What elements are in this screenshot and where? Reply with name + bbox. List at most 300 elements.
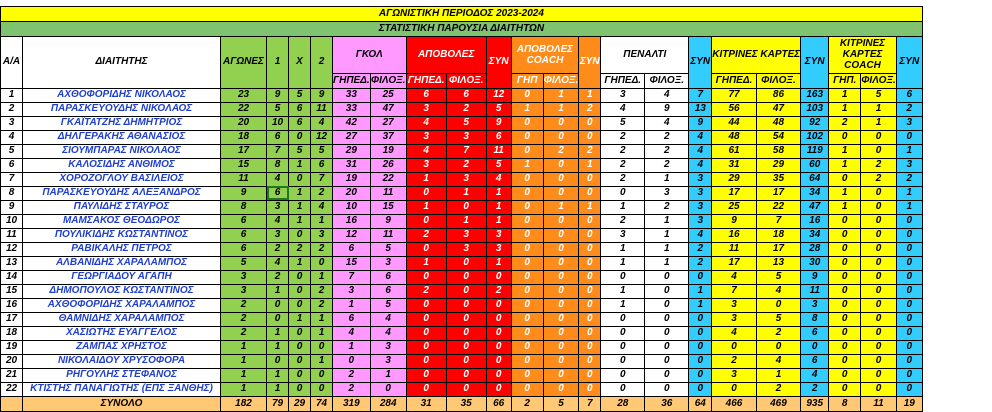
cell-ycoach-home[interactable]: 1 (829, 144, 861, 158)
cell-yellow-away[interactable]: 48 (756, 116, 800, 130)
cell-sendoffs-home[interactable]: 2 (406, 284, 446, 298)
cell-games[interactable]: 3 (221, 270, 267, 284)
cell-sendoffs-away[interactable]: 0 (446, 382, 486, 396)
cell-pen-away[interactable]: 4 (645, 116, 689, 130)
cell-coach-so-away[interactable]: 0 (543, 130, 579, 144)
cell-pen-away[interactable]: 2 (645, 130, 689, 144)
cell-ycoach-sum[interactable]: 0 (896, 284, 922, 298)
cell-wins-1[interactable]: 6 (267, 130, 289, 144)
total-draws-x[interactable]: 29 (289, 396, 311, 411)
cell-draws-x[interactable]: 0 (289, 368, 311, 382)
cell-coach-so-sum[interactable]: 0 (579, 256, 601, 270)
cell-sendoffs-away[interactable]: 3 (446, 130, 486, 144)
cell-sendoffs-away[interactable]: 0 (446, 256, 486, 270)
cell-yellow-home[interactable]: 7 (712, 284, 756, 298)
cell-yellow-away[interactable]: 0 (756, 340, 800, 354)
cell-ycoach-away[interactable]: 0 (861, 186, 897, 200)
cell-sendoffs-sum[interactable]: 0 (486, 354, 511, 368)
cell-ycoach-sum[interactable]: 3 (896, 158, 922, 172)
cell-pen-away[interactable]: 0 (645, 284, 689, 298)
cell-yellow-home[interactable]: 11 (712, 242, 756, 256)
cell-pen-home[interactable]: 1 (601, 200, 645, 214)
cell-coach-so-sum[interactable]: 1 (579, 200, 601, 214)
cell-yellow-home[interactable]: 3 (712, 312, 756, 326)
cell-ycoach-home[interactable]: 1 (829, 186, 861, 200)
cell-games[interactable]: 9 (221, 186, 267, 200)
cell-yellow-away[interactable]: 4 (756, 354, 800, 368)
total-sendoffs-away[interactable]: 35 (446, 396, 486, 411)
cell-pen-sum[interactable]: 13 (689, 102, 712, 116)
cell-wins-1[interactable]: 1 (267, 326, 289, 340)
cell-ycoach-home[interactable]: 1 (829, 158, 861, 172)
cell-aa[interactable]: 13 (1, 256, 23, 270)
cell-wins-2[interactable]: 2 (311, 186, 333, 200)
cell-aa[interactable]: 6 (1, 158, 23, 172)
cell-sendoffs-home[interactable]: 0 (406, 312, 446, 326)
cell-coach-so-away[interactable]: 0 (543, 382, 579, 396)
cell-coach-so-away[interactable]: 1 (543, 102, 579, 116)
cell-games[interactable]: 8 (221, 200, 267, 214)
cell-pen-away[interactable]: 0 (645, 298, 689, 312)
cell-wins-1[interactable]: 1 (267, 284, 289, 298)
cell-yellow-home[interactable]: 25 (712, 200, 756, 214)
cell-coach-so-home[interactable]: 0 (511, 270, 543, 284)
cell-pen-home[interactable]: 0 (601, 326, 645, 340)
cell-goals-home[interactable]: 2 (333, 368, 371, 382)
cell-yellow-sum[interactable]: 16 (801, 214, 829, 228)
cell-pen-home[interactable]: 0 (601, 340, 645, 354)
cell-sendoffs-home[interactable]: 1 (406, 172, 446, 186)
cell-yellow-sum[interactable]: 0 (801, 340, 829, 354)
cell-draws-x[interactable]: 0 (289, 326, 311, 340)
cell-goals-home[interactable]: 2 (333, 382, 371, 396)
cell-yellow-away[interactable]: 5 (756, 312, 800, 326)
cell-sendoffs-home[interactable]: 0 (406, 354, 446, 368)
cell-yellow-home[interactable]: 16 (712, 228, 756, 242)
cell-games[interactable]: 6 (221, 228, 267, 242)
cell-wins-1[interactable]: 3 (267, 200, 289, 214)
cell-ycoach-home[interactable]: 0 (829, 214, 861, 228)
cell-sendoffs-away[interactable]: 0 (446, 284, 486, 298)
cell-games[interactable]: 1 (221, 368, 267, 382)
cell-wins-2[interactable]: 5 (311, 144, 333, 158)
total-ycoach-home[interactable]: 8 (829, 396, 861, 411)
cell-sendoffs-sum[interactable]: 1 (486, 186, 511, 200)
cell-yellow-sum[interactable]: 92 (801, 116, 829, 130)
cell-goals-home[interactable]: 27 (333, 130, 371, 144)
cell-goals-away[interactable]: 19 (370, 144, 406, 158)
cell-yellow-sum[interactable]: 102 (801, 130, 829, 144)
cell-coach-so-sum[interactable]: 0 (579, 354, 601, 368)
cell-wins-1[interactable]: 9 (267, 88, 289, 102)
cell-pen-sum[interactable]: 3 (689, 214, 712, 228)
cell-pen-home[interactable]: 0 (601, 186, 645, 200)
cell-yellow-away[interactable]: 2 (756, 382, 800, 396)
cell-draws-x[interactable]: 0 (289, 270, 311, 284)
cell-coach-so-away[interactable]: 0 (543, 270, 579, 284)
total-ycoach-sum[interactable]: 19 (896, 396, 922, 411)
cell-goals-away[interactable]: 3 (370, 256, 406, 270)
cell-coach-so-home[interactable]: 1 (511, 158, 543, 172)
cell-yellow-away[interactable]: 2 (756, 326, 800, 340)
cell-ycoach-away[interactable]: 0 (861, 298, 897, 312)
cell-coach-so-away[interactable]: 0 (543, 256, 579, 270)
cell-pen-sum[interactable]: 0 (689, 368, 712, 382)
cell-goals-away[interactable]: 4 (370, 326, 406, 340)
cell-wins-1[interactable]: 7 (267, 144, 289, 158)
cell-ycoach-away[interactable]: 0 (861, 368, 897, 382)
cell-ycoach-sum[interactable]: 0 (896, 298, 922, 312)
cell-coach-so-home[interactable]: 0 (511, 382, 543, 396)
cell-yellow-away[interactable]: 0 (756, 298, 800, 312)
cell-ycoach-home[interactable]: 0 (829, 130, 861, 144)
cell-goals-away[interactable]: 9 (370, 214, 406, 228)
cell-coach-so-sum[interactable]: 1 (579, 88, 601, 102)
cell-pen-away[interactable]: 3 (645, 186, 689, 200)
cell-yellow-away[interactable]: 18 (756, 228, 800, 242)
cell-goals-home[interactable]: 3 (333, 284, 371, 298)
cell-goals-away[interactable]: 37 (370, 130, 406, 144)
cell-coach-so-away[interactable]: 0 (543, 326, 579, 340)
cell-games[interactable]: 23 (221, 88, 267, 102)
cell-goals-home[interactable]: 33 (333, 102, 371, 116)
cell-pen-away[interactable]: 0 (645, 312, 689, 326)
cell-coach-so-sum[interactable]: 0 (579, 284, 601, 298)
cell-ycoach-away[interactable]: 0 (861, 340, 897, 354)
cell-pen-away[interactable]: 2 (645, 158, 689, 172)
cell-referee[interactable]: ΑΧΘΟΦΟΡΙΔΗΣ ΧΑΡΑΛΑΜΠΟΣ (23, 298, 221, 312)
cell-yellow-home[interactable]: 17 (712, 256, 756, 270)
cell-wins-1[interactable]: 10 (267, 116, 289, 130)
cell-pen-away[interactable]: 1 (645, 172, 689, 186)
cell-pen-away[interactable]: 0 (645, 326, 689, 340)
cell-yellow-sum[interactable]: 34 (801, 228, 829, 242)
cell-aa[interactable]: 21 (1, 368, 23, 382)
cell-pen-away[interactable]: 9 (645, 102, 689, 116)
cell-draws-x[interactable]: 0 (289, 382, 311, 396)
cell-referee[interactable]: ΔΗΜΟΠΟΥΛΟΣ ΚΩΣΤΑΝΤΙΝΟΣ (23, 284, 221, 298)
total-games[interactable]: 182 (221, 396, 267, 411)
cell-wins-1[interactable]: 1 (267, 340, 289, 354)
total-yellow-home[interactable]: 466 (712, 396, 756, 411)
cell-referee[interactable]: ΧΟΡΟΖΟΓΛΟΥ ΒΑΣΙΛΕΙΟΣ (23, 172, 221, 186)
cell-aa[interactable]: 8 (1, 186, 23, 200)
cell-referee[interactable]: ΝΙΚΟΛΑΙΔΟΥ ΧΡΥΣΟΦΟΡΑ (23, 354, 221, 368)
cell-sendoffs-sum[interactable]: 0 (486, 382, 511, 396)
total-pen-sum[interactable]: 64 (689, 396, 712, 411)
cell-sendoffs-away[interactable]: 3 (446, 172, 486, 186)
cell-aa[interactable]: 12 (1, 242, 23, 256)
cell-pen-home[interactable]: 1 (601, 242, 645, 256)
cell-aa[interactable]: 20 (1, 354, 23, 368)
cell-yellow-away[interactable]: 1 (756, 368, 800, 382)
cell-wins-2[interactable]: 1 (311, 214, 333, 228)
cell-pen-sum[interactable]: 0 (689, 354, 712, 368)
cell-pen-sum[interactable]: 3 (689, 172, 712, 186)
cell-referee[interactable]: ΓΕΩΡΓΙΑΔΟΥ ΑΓΑΠΗ (23, 270, 221, 284)
cell-coach-so-home[interactable]: 0 (511, 172, 543, 186)
cell-sendoffs-sum[interactable]: 0 (486, 326, 511, 340)
cell-ycoach-away[interactable]: 0 (861, 312, 897, 326)
cell-wins-2[interactable]: 2 (311, 242, 333, 256)
cell-ycoach-away[interactable]: 2 (861, 172, 897, 186)
cell-pen-away[interactable]: 1 (645, 256, 689, 270)
cell-aa[interactable]: 5 (1, 144, 23, 158)
cell-ycoach-home[interactable]: 0 (829, 298, 861, 312)
cell-ycoach-away[interactable]: 1 (861, 116, 897, 130)
cell-pen-away[interactable]: 2 (645, 144, 689, 158)
cell-ycoach-home[interactable]: 0 (829, 284, 861, 298)
cell-coach-so-away[interactable]: 0 (543, 242, 579, 256)
cell-coach-so-home[interactable]: 0 (511, 242, 543, 256)
total-goals-home[interactable]: 319 (333, 396, 371, 411)
cell-coach-so-sum[interactable]: 0 (579, 186, 601, 200)
cell-sendoffs-sum[interactable]: 3 (486, 228, 511, 242)
cell-draws-x[interactable]: 1 (289, 186, 311, 200)
cell-wins-1[interactable]: 5 (267, 102, 289, 116)
cell-ycoach-home[interactable]: 1 (829, 88, 861, 102)
cell-sendoffs-home[interactable]: 0 (406, 368, 446, 382)
cell-coach-so-away[interactable]: 1 (543, 200, 579, 214)
cell-draws-x[interactable]: 6 (289, 102, 311, 116)
cell-sendoffs-home[interactable]: 0 (406, 340, 446, 354)
cell-ycoach-sum[interactable]: 0 (896, 228, 922, 242)
cell-pen-sum[interactable]: 4 (689, 130, 712, 144)
total-coach-so-home[interactable]: 2 (511, 396, 543, 411)
cell-yellow-sum[interactable]: 6 (801, 354, 829, 368)
cell-sendoffs-away[interactable]: 0 (446, 298, 486, 312)
cell-ycoach-sum[interactable]: 0 (896, 256, 922, 270)
cell-wins-1[interactable]: 6 (267, 186, 289, 200)
cell-sendoffs-away[interactable]: 2 (446, 102, 486, 116)
cell-ycoach-sum[interactable]: 0 (896, 368, 922, 382)
cell-goals-home[interactable]: 33 (333, 88, 371, 102)
cell-ycoach-home[interactable]: 0 (829, 312, 861, 326)
cell-coach-so-away[interactable]: 0 (543, 298, 579, 312)
cell-games[interactable]: 20 (221, 116, 267, 130)
cell-goals-home[interactable]: 1 (333, 340, 371, 354)
cell-draws-x[interactable]: 5 (289, 144, 311, 158)
cell-yellow-sum[interactable]: 30 (801, 256, 829, 270)
cell-pen-home[interactable]: 0 (601, 354, 645, 368)
cell-yellow-away[interactable]: 86 (756, 88, 800, 102)
cell-sendoffs-away[interactable]: 0 (446, 270, 486, 284)
cell-pen-sum[interactable]: 1 (689, 284, 712, 298)
total-coach-so-away[interactable]: 5 (543, 396, 579, 411)
cell-ycoach-away[interactable]: 0 (861, 326, 897, 340)
cell-yellow-sum[interactable]: 60 (801, 158, 829, 172)
cell-ycoach-sum[interactable]: 0 (896, 130, 922, 144)
cell-coach-so-sum[interactable]: 0 (579, 382, 601, 396)
total-pen-away[interactable]: 36 (645, 396, 689, 411)
cell-yellow-home[interactable]: 3 (712, 298, 756, 312)
cell-games[interactable]: 15 (221, 158, 267, 172)
cell-sendoffs-home[interactable]: 4 (406, 116, 446, 130)
cell-yellow-home[interactable]: 2 (712, 354, 756, 368)
cell-coach-so-away[interactable]: 0 (543, 186, 579, 200)
cell-draws-x[interactable]: 1 (289, 312, 311, 326)
cell-yellow-sum[interactable]: 6 (801, 326, 829, 340)
cell-yellow-home[interactable]: 9 (712, 214, 756, 228)
cell-wins-1[interactable]: 1 (267, 368, 289, 382)
cell-goals-away[interactable]: 4 (370, 312, 406, 326)
cell-yellow-away[interactable]: 58 (756, 144, 800, 158)
cell-draws-x[interactable]: 1 (289, 214, 311, 228)
cell-ycoach-home[interactable]: 0 (829, 340, 861, 354)
total-coach-so-sum[interactable]: 7 (579, 396, 601, 411)
total-referee[interactable]: ΣΥΝΟΛΟ (23, 396, 221, 411)
cell-games[interactable]: 6 (221, 242, 267, 256)
cell-referee[interactable]: ΚΑΛΟΣΙΔΗΣ ΑΝΘΙΜΟΣ (23, 158, 221, 172)
cell-ycoach-away[interactable]: 0 (861, 284, 897, 298)
cell-coach-so-sum[interactable]: 0 (579, 368, 601, 382)
cell-ycoach-sum[interactable]: 0 (896, 214, 922, 228)
total-aa[interactable] (1, 396, 23, 411)
cell-coach-so-sum[interactable]: 0 (579, 298, 601, 312)
cell-goals-away[interactable]: 5 (370, 298, 406, 312)
cell-sendoffs-sum[interactable]: 11 (486, 144, 511, 158)
cell-coach-so-sum[interactable]: 0 (579, 172, 601, 186)
cell-referee[interactable]: ΧΑΣΙΩΤΗΣ ΕΥΑΓΓΕΛΟΣ (23, 326, 221, 340)
cell-pen-away[interactable]: 0 (645, 270, 689, 284)
cell-yellow-away[interactable]: 5 (756, 270, 800, 284)
cell-pen-sum[interactable]: 0 (689, 340, 712, 354)
cell-pen-sum[interactable]: 0 (689, 382, 712, 396)
cell-draws-x[interactable]: 5 (289, 88, 311, 102)
cell-ycoach-sum[interactable]: 0 (896, 340, 922, 354)
cell-goals-away[interactable]: 11 (370, 186, 406, 200)
cell-pen-sum[interactable]: 7 (689, 88, 712, 102)
cell-referee[interactable]: ΑΛΒΑΝΙΔΗΣ ΧΑΡΑΛΑΜΠΟΣ (23, 256, 221, 270)
cell-yellow-away[interactable]: 13 (756, 256, 800, 270)
cell-draws-x[interactable]: 0 (289, 354, 311, 368)
cell-coach-so-away[interactable]: 0 (543, 228, 579, 242)
cell-pen-home[interactable]: 2 (601, 214, 645, 228)
cell-yellow-sum[interactable]: 163 (801, 88, 829, 102)
cell-ycoach-away[interactable]: 0 (861, 228, 897, 242)
cell-games[interactable]: 3 (221, 284, 267, 298)
cell-sendoffs-home[interactable]: 0 (406, 186, 446, 200)
total-goals-away[interactable]: 284 (370, 396, 406, 411)
cell-yellow-sum[interactable]: 3 (801, 298, 829, 312)
cell-draws-x[interactable]: 0 (289, 284, 311, 298)
cell-draws-x[interactable]: 2 (289, 242, 311, 256)
cell-goals-away[interactable]: 5 (370, 242, 406, 256)
cell-wins-2[interactable]: 1 (311, 312, 333, 326)
cell-coach-so-sum[interactable]: 2 (579, 144, 601, 158)
cell-pen-home[interactable]: 4 (601, 102, 645, 116)
cell-goals-home[interactable]: 4 (333, 326, 371, 340)
cell-pen-home[interactable]: 3 (601, 228, 645, 242)
cell-coach-so-away[interactable]: 0 (543, 368, 579, 382)
cell-yellow-home[interactable]: 61 (712, 144, 756, 158)
cell-sendoffs-home[interactable]: 6 (406, 88, 446, 102)
cell-yellow-sum[interactable]: 103 (801, 102, 829, 116)
cell-pen-sum[interactable]: 9 (689, 116, 712, 130)
cell-coach-so-home[interactable]: 0 (511, 340, 543, 354)
cell-pen-away[interactable]: 1 (645, 242, 689, 256)
cell-sendoffs-sum[interactable]: 6 (486, 130, 511, 144)
cell-ycoach-home[interactable]: 2 (829, 116, 861, 130)
cell-wins-1[interactable]: 8 (267, 158, 289, 172)
cell-ycoach-away[interactable]: 0 (861, 200, 897, 214)
cell-goals-home[interactable]: 29 (333, 144, 371, 158)
cell-pen-sum[interactable]: 3 (689, 200, 712, 214)
cell-pen-away[interactable]: 0 (645, 340, 689, 354)
cell-wins-1[interactable]: 4 (267, 172, 289, 186)
cell-coach-so-sum[interactable]: 0 (579, 312, 601, 326)
cell-aa[interactable]: 4 (1, 130, 23, 144)
cell-games[interactable]: 2 (221, 298, 267, 312)
cell-sendoffs-away[interactable]: 0 (446, 312, 486, 326)
cell-ycoach-away[interactable]: 2 (861, 158, 897, 172)
cell-coach-so-sum[interactable]: 0 (579, 214, 601, 228)
cell-draws-x[interactable]: 0 (289, 340, 311, 354)
cell-ycoach-home[interactable]: 0 (829, 354, 861, 368)
cell-coach-so-home[interactable]: 0 (511, 200, 543, 214)
cell-wins-1[interactable]: 0 (267, 312, 289, 326)
cell-sendoffs-sum[interactable]: 0 (486, 340, 511, 354)
cell-sendoffs-home[interactable]: 0 (406, 298, 446, 312)
cell-games[interactable]: 11 (221, 172, 267, 186)
cell-ycoach-sum[interactable]: 0 (896, 382, 922, 396)
cell-sendoffs-home[interactable]: 2 (406, 228, 446, 242)
cell-sendoffs-away[interactable]: 0 (446, 200, 486, 214)
cell-pen-sum[interactable]: 2 (689, 256, 712, 270)
cell-goals-away[interactable]: 27 (370, 116, 406, 130)
cell-ycoach-sum[interactable]: 0 (896, 312, 922, 326)
cell-draws-x[interactable]: 1 (289, 158, 311, 172)
cell-goals-away[interactable]: 3 (370, 340, 406, 354)
cell-yellow-sum[interactable]: 119 (801, 144, 829, 158)
cell-wins-1[interactable]: 0 (267, 354, 289, 368)
cell-ycoach-away[interactable]: 0 (861, 354, 897, 368)
cell-wins-2[interactable]: 2 (311, 284, 333, 298)
cell-yellow-home[interactable]: 31 (712, 158, 756, 172)
cell-pen-sum[interactable]: 4 (689, 228, 712, 242)
cell-yellow-away[interactable]: 54 (756, 130, 800, 144)
cell-goals-home[interactable]: 15 (333, 256, 371, 270)
cell-sendoffs-away[interactable]: 1 (446, 186, 486, 200)
cell-games[interactable]: 18 (221, 130, 267, 144)
cell-aa[interactable]: 14 (1, 270, 23, 284)
cell-ycoach-sum[interactable]: 2 (896, 102, 922, 116)
cell-referee[interactable]: ΠΑΡΑΣΚΕΥΟΥΔΗΣ ΑΛΕΞΑΝΔΡΟΣ (23, 186, 221, 200)
cell-yellow-sum[interactable]: 28 (801, 242, 829, 256)
cell-sendoffs-home[interactable]: 0 (406, 214, 446, 228)
cell-aa[interactable]: 3 (1, 116, 23, 130)
cell-draws-x[interactable]: 1 (289, 256, 311, 270)
cell-aa[interactable]: 16 (1, 298, 23, 312)
cell-sendoffs-sum[interactable]: 0 (486, 312, 511, 326)
cell-wins-2[interactable]: 6 (311, 158, 333, 172)
cell-games[interactable]: 22 (221, 102, 267, 116)
cell-games[interactable]: 6 (221, 214, 267, 228)
cell-aa[interactable]: 1 (1, 88, 23, 102)
total-wins-2[interactable]: 74 (311, 396, 333, 411)
cell-pen-home[interactable]: 0 (601, 312, 645, 326)
cell-aa[interactable]: 9 (1, 200, 23, 214)
cell-referee[interactable]: ΜΑΜΣΑΚΟΣ ΘΕΟΔΩΡΟΣ (23, 214, 221, 228)
cell-games[interactable]: 2 (221, 326, 267, 340)
cell-wins-2[interactable]: 0 (311, 368, 333, 382)
cell-coach-so-sum[interactable]: 0 (579, 242, 601, 256)
cell-wins-2[interactable]: 4 (311, 200, 333, 214)
cell-yellow-sum[interactable]: 47 (801, 200, 829, 214)
cell-coach-so-away[interactable]: 0 (543, 158, 579, 172)
cell-ycoach-sum[interactable]: 1 (896, 144, 922, 158)
cell-sendoffs-sum[interactable]: 1 (486, 256, 511, 270)
